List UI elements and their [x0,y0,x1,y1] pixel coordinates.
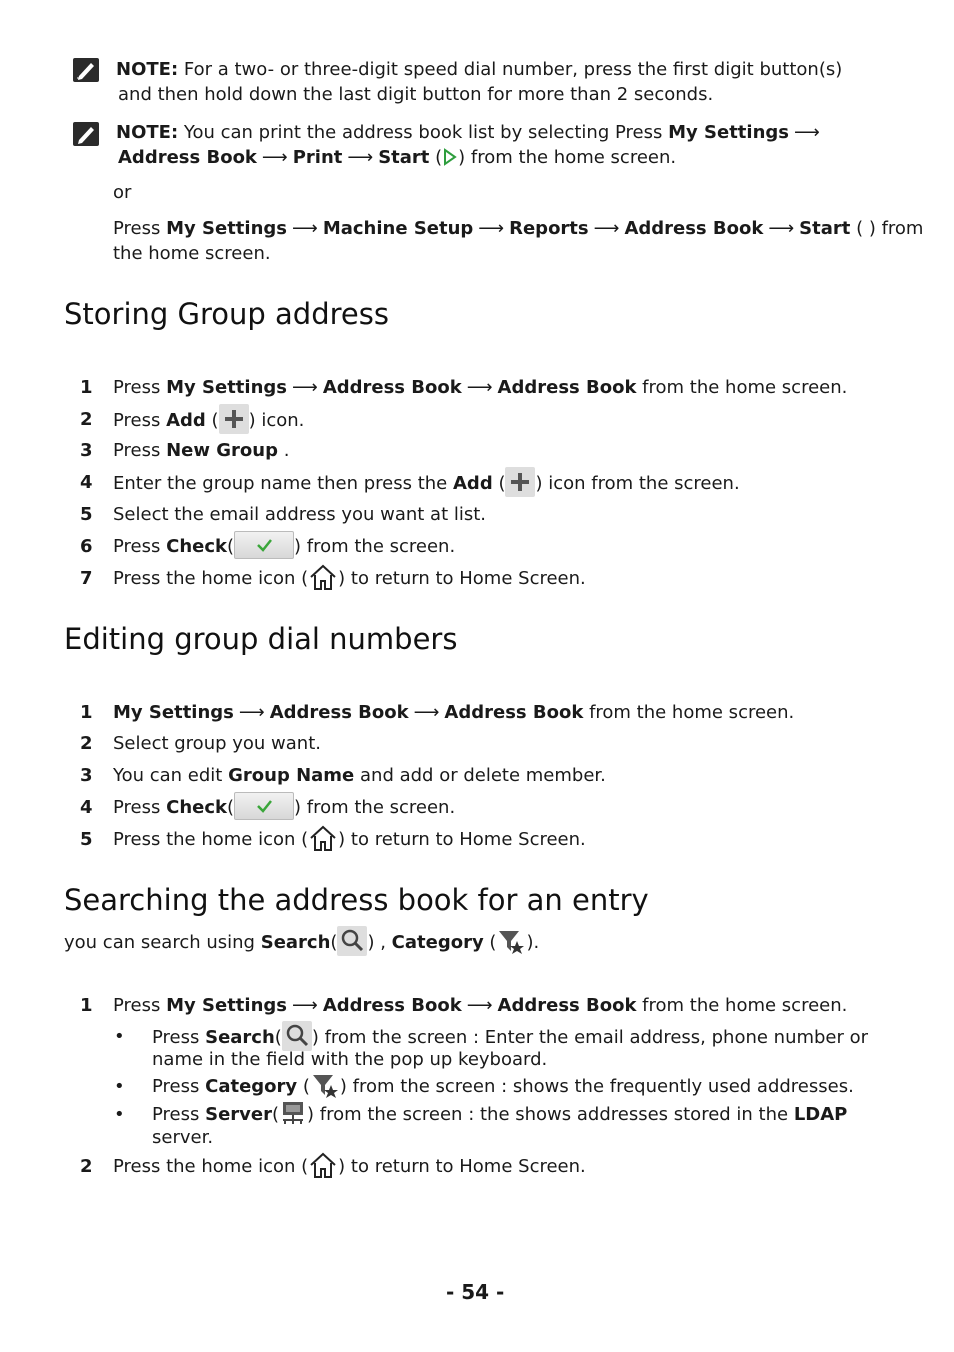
step-number: 4 [80,797,93,818]
step-text: Press My Settings ⟶ Address Book ⟶ Address Book from the home screen. [113,995,848,1016]
step-number: 3 [80,440,93,461]
home-icon [308,1151,338,1179]
step-number: 5 [80,829,93,850]
add-icon [219,404,249,434]
bullet: • [114,1076,125,1097]
step-number: 2 [80,733,93,754]
section-title: Storing Group address [64,297,389,331]
add-icon [505,467,535,497]
category-icon [496,927,526,955]
step-text: Select the email address you want at list. [113,504,487,525]
step-text: Press Check( ) from the screen. [113,796,455,820]
bullet: • [114,1026,125,1047]
note-1-line-1: NOTE: For a two- or three-digit speed dial number, press the first digit button(s) [116,59,843,80]
note-2-line-1: NOTE: You can print the address book list by selecting Press My Settings ⟶ [116,122,820,143]
category-icon [310,1071,340,1099]
step-number: 1 [80,995,93,1016]
step-number: 2 [80,1156,93,1177]
step-text: You can edit Group Name and add or delete member. [113,765,606,786]
step-text: Press the home icon ( ) to return to Home Screen. [113,1155,586,1179]
check-icon [234,792,294,820]
home-icon [308,824,338,852]
bullet-text: Press Search( ) from the screen : Enter the email address, phone number or [152,1025,868,1051]
note-pencil-icon [73,58,99,82]
step-text: Press the home icon ( ) to return to Home Screen. [113,567,586,591]
bullet-text-line-2: server. [152,1127,214,1148]
section-title: Searching the address book for an entry [64,883,649,917]
start-icon [442,148,458,166]
section-intro: you can search using Search( ) , Category ( ). [64,930,539,956]
step-text: Press the home icon ( ) to return to Home Screen. [113,828,586,852]
home-icon [308,563,338,591]
note-pencil-icon [73,122,99,146]
step-text: My Settings ⟶ Address Book ⟶ Address Book from the home screen. [113,702,795,723]
note-2-line-4: the home screen. [113,243,271,264]
bullet-text-line-2: name in the field with the pop up keyboard. [152,1049,548,1070]
server-icon [279,1099,307,1127]
step-number: 1 [80,702,93,723]
bullet-text: Press Category ( ) from the screen : shows the frequently used addresses. [152,1075,854,1099]
step-text: Select group you want. [113,733,321,754]
step-text: Press Add ( ) icon. [113,408,304,434]
note-1-line-2: and then hold down the last digit button for more than 2 seconds. [118,84,714,105]
bullet: • [114,1104,125,1125]
check-icon [234,531,294,559]
page-number: - 54 - [446,1280,505,1304]
note-2-line-2: Address Book ⟶ Print ⟶ Start ( ) from the home screen. [118,147,677,168]
step-number: 6 [80,536,93,557]
step-text: Enter the group name then press the Add ( ) icon from the screen. [113,471,740,497]
note-2-line-3: Press My Settings ⟶ Machine Setup ⟶ Reports ⟶ Address Book ⟶ Start ( ) from [113,218,924,239]
step-text: Press Check( ) from the screen. [113,535,455,559]
step-number: 1 [80,377,93,398]
step-number: 7 [80,568,93,589]
section-title: Editing group dial numbers [64,622,458,656]
step-number: 3 [80,765,93,786]
search-icon [282,1021,312,1051]
search-icon [337,926,367,956]
bullet-text: Press Server( ) from the screen : the shows addresses stored in the LDAP [152,1103,847,1127]
step-text: Press New Group . [113,440,290,461]
step-text: Press My Settings ⟶ Address Book ⟶ Address Book from the home screen. [113,377,848,398]
step-number: 2 [80,409,93,430]
note-2-or: or [113,182,132,203]
step-number: 5 [80,504,93,525]
step-number: 4 [80,472,93,493]
